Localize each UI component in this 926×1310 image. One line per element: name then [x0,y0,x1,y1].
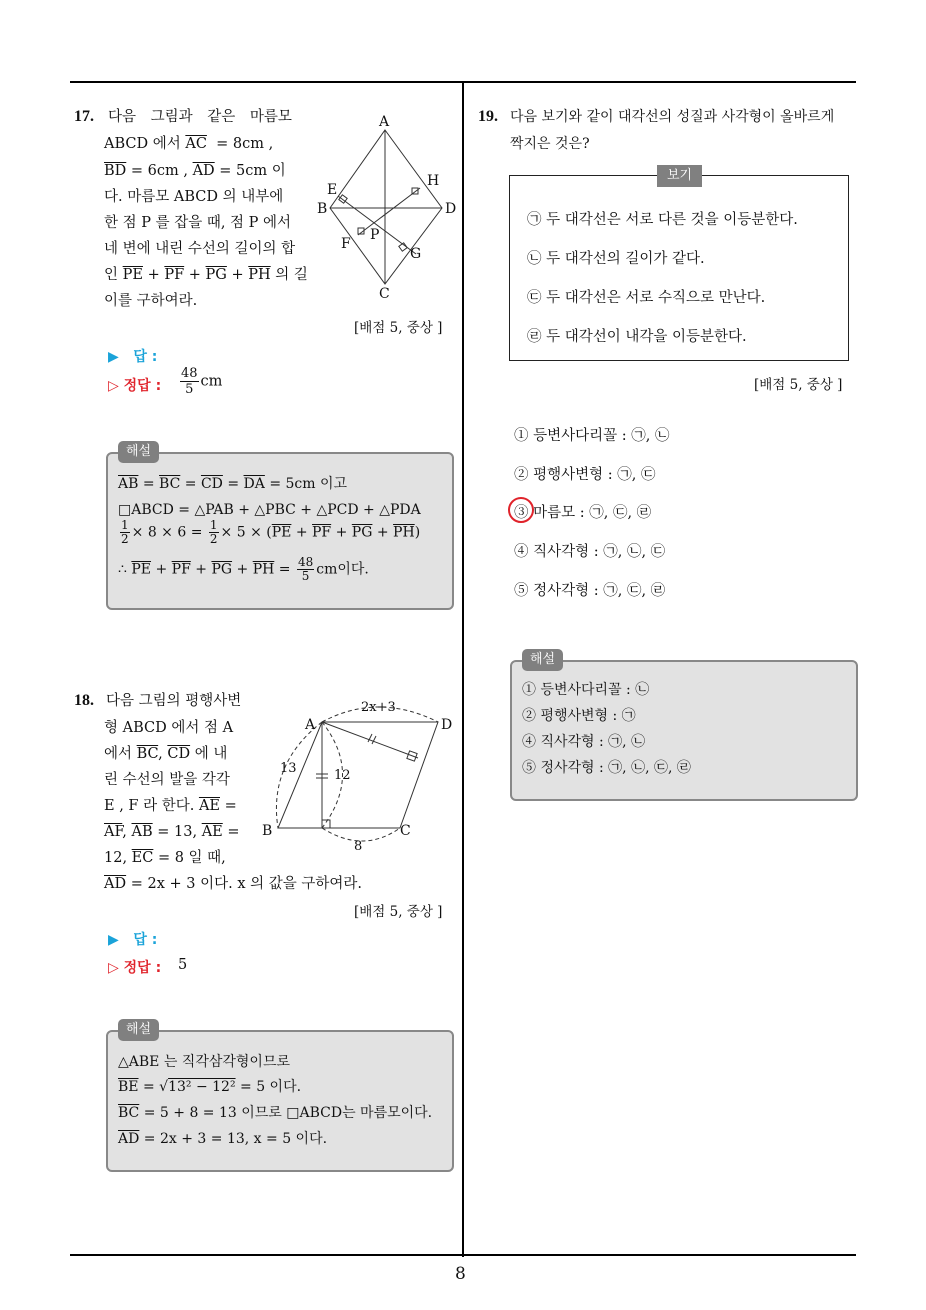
fig-label-h: H [427,173,440,189]
correct-answer-label: ▷ 정답 : [108,378,162,394]
question-number: 18. [74,692,94,709]
fig-label-b: B [262,823,273,839]
solution-line: $\overline{BE} = √13^2 - 12^2 = 5$ 이다. [118,1079,302,1095]
bogi-item: ㉡ 두 대각선의 길이가 같다. [527,251,705,267]
page-number: 8 [455,1264,466,1284]
solution-line: ① 등변사다리꼴 : ㉡ [522,682,650,698]
solution-line: ⑤ 정사각형 : ㉠, ㉡, ㉢, ㉣ [522,760,691,776]
q18-line: $\overline{AD} = 2x + 3$ 이다. x 의 값을 구하여라. [104,876,362,892]
question-number: 19. [478,108,498,125]
q18-line: 린 수선의 발을 각각 [104,772,230,788]
solution-line: $\overline{AB} = \overline{BC} = \overline{CD} = \overline{DA} = 5cm$ 이고 [118,476,348,492]
fig-label-13: 13 [280,761,297,776]
option-4[interactable]: ④ 직사각형 : ㉠, ㉡, ㉢ [514,544,666,560]
q18-line: 다음 그림의 평행사변 [106,693,242,709]
q17-line: 다. 마름모 ABCD 의 내부에 [104,189,284,205]
fig-label-c: C [379,286,390,302]
solution-line: $\frac{1}{2}$ × 8 × 6 = $\frac{1}{2}$ × $5 \times (\overline{PE} + \overline{PF} + \overline{PG} + \overline{PH})$ [121,518,421,546]
column-divider [462,82,464,1257]
fig-label-d: D [441,717,453,733]
solution-line: □ABCD = △PAB + △PBC + △PCD + △PDA [118,502,421,518]
fig-label-e: E [327,182,338,198]
q18-line: $\overline{AF}$, $\overline{AB} = 13$, $\overline{AE}$ = [104,824,240,840]
option-5[interactable]: ⑤ 정사각형 : ㉠, ㉢, ㉣ [514,583,666,599]
fig-label-12: 12 [334,768,351,783]
rhombus-figure [312,112,462,302]
fig-label-g: G [410,246,422,262]
correct-answer-label: ▷ 정답 : [108,960,162,976]
score-label: [배점 5, 중상 ] [354,320,443,336]
solution-line: $\overline{AD} = 2x + 3 = 13$, x = 5 이다. [118,1131,328,1147]
fig-label-f: F [341,236,351,252]
q18-line: E , F 라 한다. $\overline{AE}$ = [104,798,237,814]
correct-answer-value: 5 [178,957,188,973]
q17-line: $\overline{BD} = 6cm$ , $\overline{AD} = 5cm$ 이 [104,163,286,179]
solution-line: ∴ $\overline{PE} + \overline{PF} + \overline{PG} + \overline{PH}$ = $\frac{48}{5}$ cm이다. [118,555,369,583]
solution-line: $\overline{BC} = 5 + 8 = 13$ 이므로 □ABCD는 마름모이다. [118,1105,433,1121]
option-1[interactable]: ① 등변사다리꼴 : ㉠, ㉡ [514,428,670,444]
segment-ac: $\overline{AC}$ [185,136,207,152]
segment-ad: $\overline{AD}$ [192,163,215,179]
score-label: [배점 5, 중상 ] [754,377,843,393]
bogi-item: ㉠ 두 대각선은 서로 다른 것을 이등분한다. [527,212,798,228]
bogi-tab: 보기 [657,165,702,187]
segment-bd: $\overline{BD}$ [104,163,127,179]
q17-line: 한 점 P 를 잡을 때, 점 P 에서 [104,215,292,231]
solution-line: ② 평행사변형 : ㉠ [522,708,636,724]
answer-label: ▶ 답 : [108,349,158,365]
fig-label-8: 8 [354,839,363,854]
fig-label-b: B [317,201,328,217]
solution-line: ④ 직사각형 : ㉠, ㉡ [522,734,646,750]
q17-line: 네 변에 내린 수선의 길이의 합 [104,241,296,257]
selected-answer-mark [508,497,534,523]
option-2[interactable]: ② 평행사변형 : ㉠, ㉢ [514,467,656,483]
q18-line: 에서 $\overline{BC}$, $\overline{CD}$ 에 내 [104,746,228,762]
q17-line: 이를 구하여라. [104,293,198,309]
q18-line: 형 ABCD 에서 점 A [104,720,234,736]
bogi-item: ㉣ 두 대각선이 내각을 이등분한다. [527,329,747,345]
solution-line: △ABE 는 직각삼각형이므로 [118,1054,291,1070]
q17-line: 인 $\overline{PE} + \overline{PF} + \overline{PG} + \overline{PH}$ 의 길 [104,267,308,283]
solution-tab: 해설 [522,649,563,671]
answer-label: ▶ 답 : [108,932,158,948]
q19-line: 짝지은 것은? [510,136,590,152]
correct-answer-value: $\frac{48}{5}$ cm [181,366,223,397]
fig-label-d: D [445,201,457,217]
parallelogram-figure [258,694,458,854]
fig-label-c: C [400,823,411,839]
solution-tab: 해설 [118,1019,159,1041]
q17-line: ABCD 에서 $\overline{AC} = 8cm$ , [104,136,274,152]
score-label: [배점 5, 중상 ] [354,904,443,920]
q19-line: 다음 보기와 같이 대각선의 성질과 사각형이 올바르게 [510,109,835,125]
question-number: 17. [74,108,94,125]
q18-line: 12, $\overline{EC} = 8$ 일 때, [104,850,226,866]
option-3[interactable]: ③ 마름모 : ㉠, ㉢, ㉣ [514,505,652,521]
fig-label-a: A [305,717,316,733]
fig-label-p: P [370,227,380,243]
fig-label-a: A [379,114,390,130]
solution-tab: 해설 [118,441,159,463]
bogi-item: ㉢ 두 대각선은 서로 수직으로 만난다. [527,290,766,306]
q17-line: 다음 그림과 같은 마름모 [108,109,292,125]
fig-label-top: 2x+3 [361,700,396,715]
